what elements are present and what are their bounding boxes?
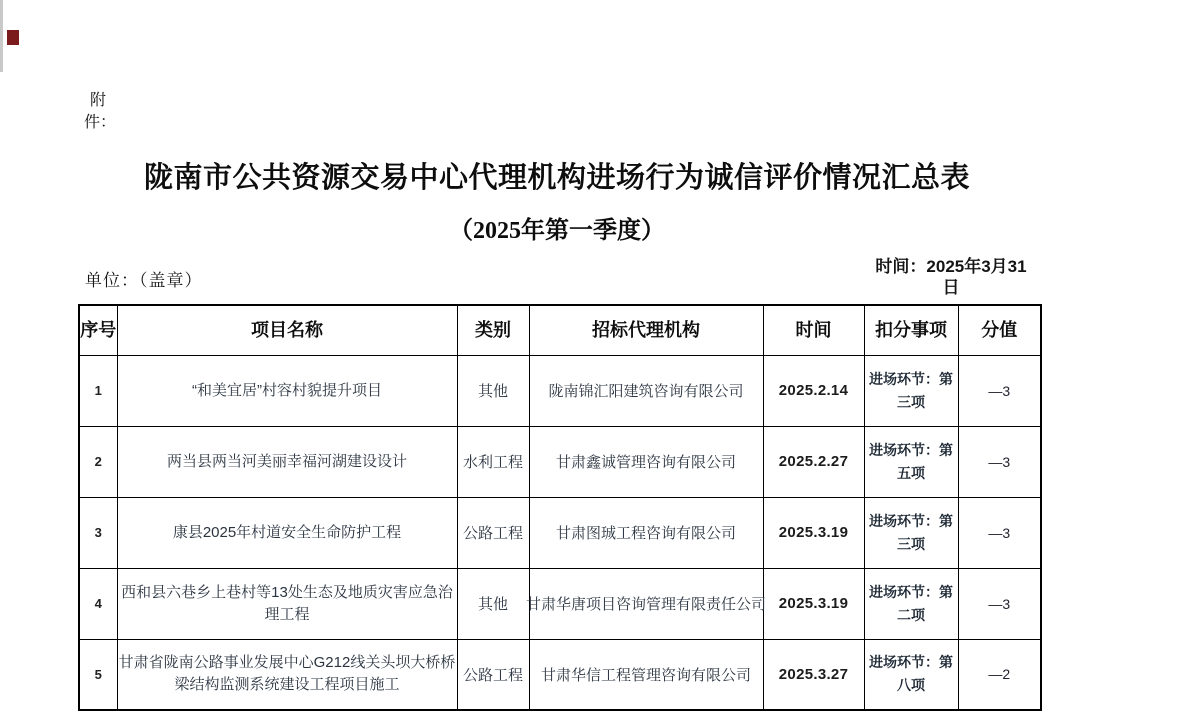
header-deduction-item: 扣分事项 — [864, 305, 958, 355]
cell-category: 公路工程 — [457, 497, 529, 568]
header-project-name: 项目名称 — [117, 305, 457, 355]
header-bidding-agency: 招标代理机构 — [529, 305, 763, 355]
cell-deduction: 进场环节：第五项 — [864, 426, 958, 497]
cell-score: —3 — [958, 497, 1041, 568]
agency-name: 甘肃华信工程管理咨询有限公司 — [540, 666, 751, 684]
cell-agency — [526, 568, 767, 639]
cell-agency — [529, 426, 763, 497]
agency-name: 甘肃鑫诚管理咨询有限公司 — [555, 454, 736, 471]
cell-deduction: 进场环节：第八项 — [864, 639, 958, 710]
cell-category: 其他 — [457, 568, 529, 639]
header-category: 类别 — [457, 305, 529, 355]
page-edge-strip — [0, 0, 3, 72]
cell-agency — [529, 355, 763, 426]
agency-name: 甘肃华唐项目咨询管理有限责任公司 — [526, 596, 767, 613]
header-date: 时间 — [763, 305, 864, 355]
cell-project-name: 甘肃省陇南公路事业发展中心G212线关头坝大桥桥梁结构监测系统建设工程项目施工 — [117, 639, 457, 710]
page-title: 陇南市公共资源交易中心代理机构进场行为诚信评价情况汇总表 — [143, 162, 970, 194]
cell-date: 2025.3.19 — [763, 568, 864, 639]
agency-name: 陇南锦汇阳建筑咨询有限公司 — [548, 383, 744, 400]
cell-date: 2025.3.27 — [763, 639, 864, 710]
agency-name: 甘肃图珹工程咨询有限公司 — [555, 525, 736, 542]
cell-score: —3 — [958, 355, 1041, 426]
attachment-label-line2: 件： — [84, 114, 117, 131]
report-date-line1: 时间：2025年3月31 — [875, 257, 1027, 276]
cell-project-name: 康县2025年村道安全生命防护工程 — [117, 497, 457, 568]
report-date — [860, 256, 1042, 298]
cell-category: 公路工程 — [457, 639, 529, 710]
attachment-label — [84, 90, 124, 134]
cell-category: 其他 — [457, 355, 529, 426]
cell-agency — [529, 497, 763, 568]
attachment-label-line1: 附 — [90, 92, 107, 109]
cell-category: 水利工程 — [457, 426, 529, 497]
cell-project-name: 西和县六巷乡上巷村等13处生态及地质灾害应急治理工程 — [117, 568, 457, 639]
cell-date: 2025.3.19 — [763, 497, 864, 568]
cell-score: —3 — [958, 568, 1041, 639]
cell-serial-number: 1 — [79, 355, 117, 426]
unit-seal-label: 单位：（盖章） — [85, 271, 203, 290]
table-row — [79, 426, 1041, 497]
cell-deduction: 进场环节：第二项 — [864, 568, 958, 639]
header-score: 分值 — [958, 305, 1041, 355]
cell-serial-number: 5 — [79, 639, 117, 710]
cell-date: 2025.2.27 — [763, 426, 864, 497]
cell-project-name: 两当县两当河美丽幸福河湖建设设计 — [117, 426, 457, 497]
table-row — [79, 568, 1041, 639]
cell-serial-number: 3 — [79, 497, 117, 568]
report-date-line2: 日 — [942, 278, 960, 297]
cell-score: —3 — [958, 426, 1041, 497]
evaluation-summary-table — [78, 304, 1042, 711]
cell-project-name: “和美宜居”村容村貌提升项目 — [117, 355, 457, 426]
red-marker-square — [7, 30, 19, 45]
page-subtitle: （2025年第一季度） — [449, 218, 665, 244]
table-row — [79, 639, 1041, 710]
cell-date: 2025.2.14 — [763, 355, 864, 426]
cell-deduction: 进场环节：第三项 — [864, 497, 958, 568]
table-row — [79, 355, 1041, 426]
cell-serial-number: 4 — [79, 568, 117, 639]
cell-deduction: 进场环节：第三项 — [864, 355, 958, 426]
table-row — [79, 497, 1041, 568]
cell-score: —2 — [958, 639, 1041, 710]
cell-serial-number: 2 — [79, 426, 117, 497]
table-header-row — [79, 305, 1041, 355]
header-serial-number: 序号 — [79, 305, 117, 355]
cell-agency — [529, 639, 763, 710]
